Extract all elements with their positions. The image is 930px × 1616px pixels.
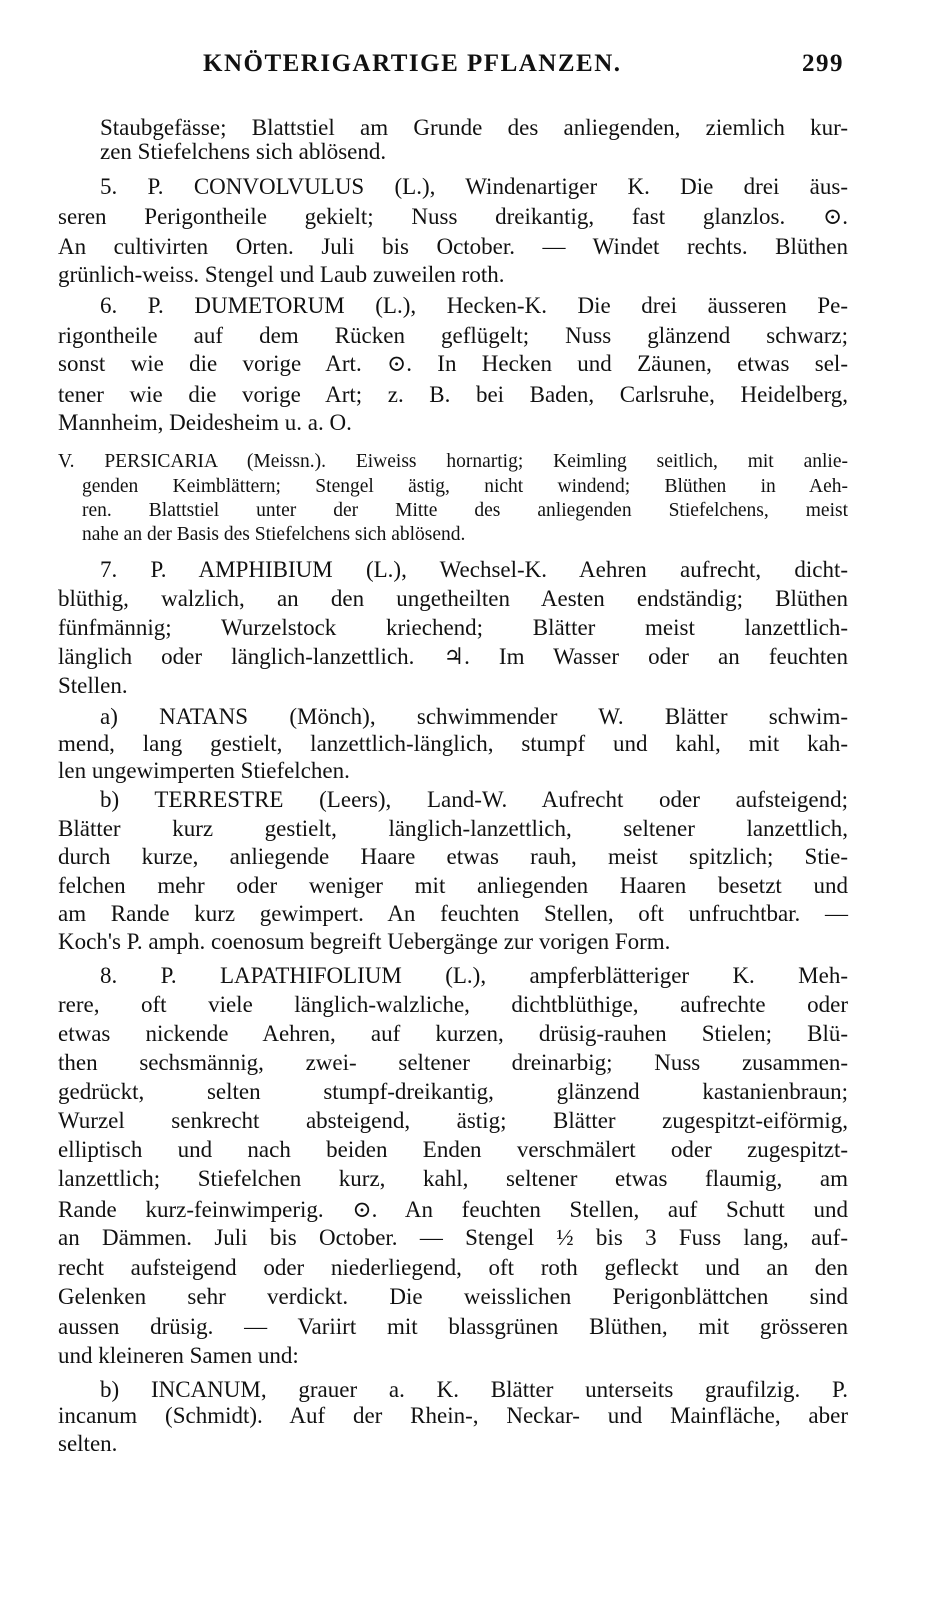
- text-line: tener wie die vorige Art; z. B. bei Baden, Carlsruhe, Heidelberg,: [58, 382, 848, 407]
- text-line: seren Perigontheile gekielt; Nuss dreikantig, fast glanzlos. ⊙.: [58, 204, 848, 229]
- page-number: 299: [802, 50, 844, 77]
- text-line: recht aufsteigend oder niederliegend, oft roth gefleckt und an den: [58, 1255, 848, 1280]
- text-line: blüthig, walzlich, an den ungetheilten Aesten endständig; Blüthen: [58, 586, 848, 611]
- text-line: ren. Blattstiel unter der Mitte des anliegenden Stiefelchens, meist: [82, 500, 848, 521]
- running-head-title: KNÖTERIGARTIGE PFLANZEN.: [203, 50, 622, 77]
- text-line: Gelenken sehr verdickt. Die weisslichen Perigonblättchen sind: [58, 1284, 848, 1309]
- text-line: a) NATANS (Mönch), schwimmender W. Blätter schwim-: [100, 704, 848, 729]
- text-line: Wurzel senkrecht absteigend, ästig; Blätter zugespitzt-eiförmig,: [58, 1108, 848, 1133]
- text-line: sonst wie die vorige Art. ⊙. In Hecken und Zäunen, etwas sel-: [58, 351, 848, 376]
- text-line: mend, lang gestielt, lanzettlich-länglich, stumpf und kahl, mit kah-: [58, 731, 848, 756]
- text-line: felchen mehr oder weniger mit anliegenden Haaren besetzt und: [58, 873, 848, 898]
- text-line: Staubgefässe; Blattstiel am Grunde des anliegenden, ziemlich kur-: [100, 115, 848, 140]
- text-line: then sechsmännig, zwei- seltener dreinarbig; Nuss zusammen-: [58, 1050, 848, 1075]
- text-line: nahe an der Basis des Stiefelchens sich ablösend.: [82, 524, 466, 545]
- text-line: am Rande kurz gewimpert. An feuchten Stellen, oft unfruchtbar. —: [58, 901, 848, 926]
- text-line: grünlich-weiss. Stengel und Laub zuweilen roth.: [58, 262, 505, 287]
- text-line: incanum (Schmidt). Auf der Rhein-, Neckar- und Mainfläche, aber: [58, 1403, 848, 1428]
- text-line: Stellen.: [58, 673, 128, 698]
- text-line: 5. P. CONVOLVULUS (L.), Windenartiger K. Die drei äus-: [100, 174, 848, 199]
- text-line: und kleineren Samen und:: [58, 1343, 299, 1368]
- text-line: aussen drüsig. — Variirt mit blassgrünen Blüthen, mit grösseren: [58, 1314, 848, 1339]
- text-line: b) INCANUM, grauer a. K. Blätter unterseits graufilzig. P.: [100, 1377, 848, 1402]
- text-line: Mannheim, Deidesheim u. a. O.: [58, 410, 352, 435]
- text-line: 7. P. AMPHIBIUM (L.), Wechsel-K. Aehren aufrecht, dicht-: [100, 557, 848, 582]
- text-line: Koch's P. amph. coenosum begreift Uebergänge zur vorigen Form.: [58, 929, 671, 954]
- text-line: elliptisch und nach beiden Enden verschmälert oder zugespitzt-: [58, 1137, 848, 1162]
- text-line: gedrückt, selten stumpf-dreikantig, glänzend kastanienbraun;: [58, 1079, 848, 1104]
- text-line: rere, oft viele länglich-walzliche, dichtblüthige, aufrechte oder: [58, 992, 848, 1017]
- text-line: an Dämmen. Juli bis October. — Stengel ½ bis 3 Fuss lang, auf-: [58, 1225, 848, 1250]
- text-line: Rande kurz-feinwimperig. ⊙. An feuchten Stellen, auf Schutt und: [58, 1197, 848, 1222]
- text-line: 8. P. LAPATHIFOLIUM (L.), ampferblätteriger K. Meh-: [100, 963, 848, 988]
- text-line: V. PERSICARIA (Meissn.). Eiweiss hornartig; Keimling seitlich, mit anlie-: [58, 451, 848, 472]
- text-line: selten.: [58, 1431, 118, 1456]
- text-line: rigontheile auf dem Rücken geflügelt; Nuss glänzend schwarz;: [58, 323, 848, 348]
- text-line: durch kurze, anliegende Haare etwas rauh, meist spitzlich; Stie-: [58, 844, 848, 869]
- text-line: länglich oder länglich-lanzettlich. ♃. Im Wasser oder an feuchten: [58, 644, 848, 669]
- text-line: etwas nickende Aehren, auf kurzen, drüsig-rauhen Stielen; Blü-: [58, 1021, 848, 1046]
- text-line: zen Stiefelchens sich ablösend.: [100, 139, 387, 164]
- text-line: len ungewimperten Stiefelchen.: [58, 758, 350, 783]
- text-line: lanzettlich; Stiefelchen kurz, kahl, seltener etwas flaumig, am: [58, 1166, 848, 1191]
- text-line: An cultivirten Orten. Juli bis October. — Windet rechts. Blüthen: [58, 234, 848, 259]
- text-line: 6. P. DUMETORUM (L.), Hecken-K. Die drei äusseren Pe-: [100, 293, 848, 318]
- text-line: fünfmännig; Wurzelstock kriechend; Blätter meist lanzettlich-: [58, 615, 848, 640]
- text-line: Blätter kurz gestielt, länglich-lanzettlich, seltener lanzettlich,: [58, 816, 848, 841]
- text-line: b) TERRESTRE (Leers), Land-W. Aufrecht oder aufsteigend;: [100, 787, 848, 812]
- text-line: genden Keimblättern; Stengel ästig, nicht windend; Blüthen in Aeh-: [82, 476, 848, 497]
